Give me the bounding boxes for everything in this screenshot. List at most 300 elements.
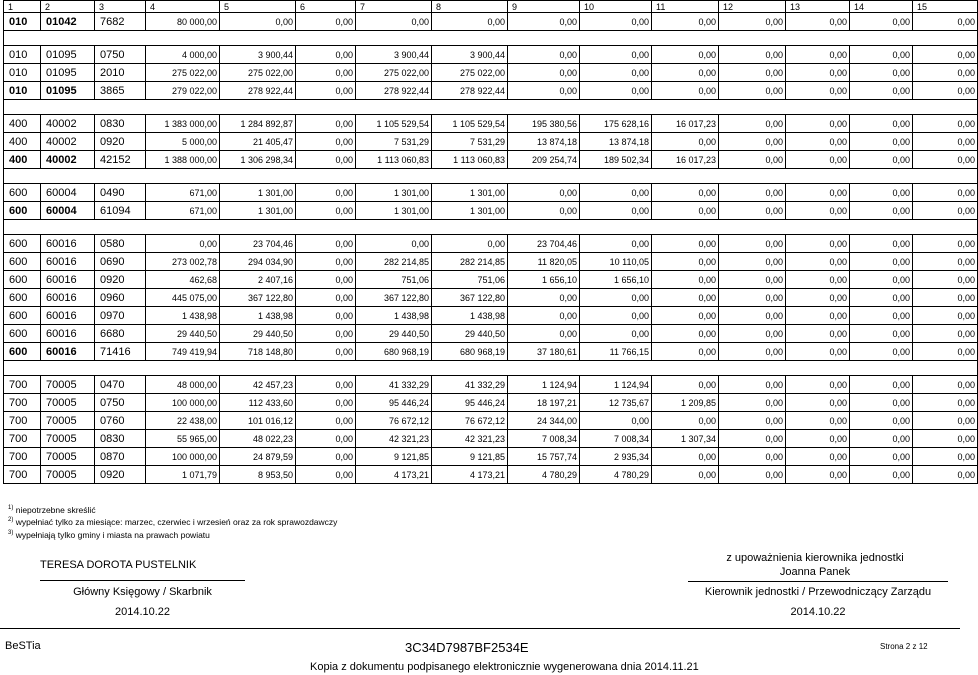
amount-cell: 0,00 xyxy=(652,133,719,151)
amount-cell: 23 704,46 xyxy=(220,235,296,253)
table-row xyxy=(4,394,978,412)
amount-cell: 0,00 xyxy=(719,289,786,307)
amount-cell: 1 124,94 xyxy=(508,376,580,394)
table-row xyxy=(4,184,978,202)
amount-cell: 0,00 xyxy=(850,115,913,133)
amount-cell: 0,00 xyxy=(146,235,220,253)
amount-cell: 42 321,23 xyxy=(432,430,508,448)
amount-cell: 0,00 xyxy=(432,13,508,31)
amount-cell: 0,00 xyxy=(652,271,719,289)
amount-cell: 1 209,85 xyxy=(652,394,719,412)
footnote: $^{2)}$ wypełniać tylko za miesiące: marzec, czerwiec i wrzesień oraz za rok sprawozdawczy xyxy=(8,517,338,528)
amount-cell: 0,00 xyxy=(296,430,356,448)
column-number: 11 xyxy=(652,1,719,13)
amount-cell: 0,00 xyxy=(296,184,356,202)
amount-cell: 1 656,10 xyxy=(580,271,652,289)
amount-cell: 0,00 xyxy=(913,64,978,82)
section-cell: 700 xyxy=(4,430,41,448)
amount-cell: 16 017,23 xyxy=(652,151,719,169)
amount-cell: 0,00 xyxy=(296,343,356,361)
header-row xyxy=(4,1,978,13)
accountant-signature-line xyxy=(40,580,245,581)
director-signature-line xyxy=(688,581,948,582)
amount-cell: 4 780,29 xyxy=(580,466,652,484)
amount-cell: 749 419,94 xyxy=(146,343,220,361)
chapter-cell: 01095 xyxy=(41,82,95,100)
amount-cell: 0,00 xyxy=(850,253,913,271)
amount-cell: 15 757,74 xyxy=(508,448,580,466)
amount-cell: 0,00 xyxy=(652,184,719,202)
chapter-cell: 60016 xyxy=(41,325,95,343)
amount-cell: 0,00 xyxy=(719,64,786,82)
subtotal-row xyxy=(4,82,978,100)
amount-cell: 0,00 xyxy=(719,271,786,289)
amount-cell: 112 433,60 xyxy=(220,394,296,412)
separator-cell xyxy=(4,220,978,235)
amount-cell: 0,00 xyxy=(652,235,719,253)
amount-cell: 0,00 xyxy=(786,394,850,412)
section-cell: 010 xyxy=(4,82,41,100)
amount-cell: 7 008,34 xyxy=(580,430,652,448)
chapter-cell: 60016 xyxy=(41,235,95,253)
amount-cell: 7 531,29 xyxy=(356,133,432,151)
chapter-cell: 60004 xyxy=(41,184,95,202)
amount-cell: 0,00 xyxy=(580,412,652,430)
amount-cell: 1 301,00 xyxy=(432,184,508,202)
amount-cell: 0,00 xyxy=(719,46,786,64)
amount-cell: 0,00 xyxy=(850,307,913,325)
amount-cell: 0,00 xyxy=(850,184,913,202)
separator-cell xyxy=(4,361,978,376)
section-cell: 600 xyxy=(4,202,41,220)
subtotal-row xyxy=(4,343,978,361)
amount-cell: 680 968,19 xyxy=(432,343,508,361)
amount-cell: 0,00 xyxy=(913,46,978,64)
paragraph-cell: 0750 xyxy=(95,46,146,64)
column-number: 13 xyxy=(786,1,850,13)
section-cell: 600 xyxy=(4,271,41,289)
amount-cell: 0,00 xyxy=(850,430,913,448)
amount-cell: 0,00 xyxy=(850,46,913,64)
amount-cell: 0,00 xyxy=(296,325,356,343)
amount-cell: 0,00 xyxy=(652,13,719,31)
amount-cell: 0,00 xyxy=(786,115,850,133)
amount-cell: 24 344,00 xyxy=(508,412,580,430)
amount-cell: 0,00 xyxy=(850,412,913,430)
separator-cell xyxy=(4,100,978,115)
amount-cell: 1 301,00 xyxy=(432,202,508,220)
amount-cell: 4 780,29 xyxy=(508,466,580,484)
footer-divider xyxy=(0,628,960,629)
amount-cell: 0,00 xyxy=(652,343,719,361)
amount-cell: 0,00 xyxy=(850,82,913,100)
amount-cell: 718 148,80 xyxy=(220,343,296,361)
amount-cell: 9 121,85 xyxy=(356,448,432,466)
director-date: 2014.10.22 xyxy=(790,606,846,618)
app-name: BeSTia xyxy=(5,640,41,652)
amount-cell: 0,00 xyxy=(296,133,356,151)
amount-cell: 11 820,05 xyxy=(508,253,580,271)
amount-cell: 1 113 060,83 xyxy=(432,151,508,169)
amount-cell: 2 407,16 xyxy=(220,271,296,289)
amount-cell: 5 000,00 xyxy=(146,133,220,151)
amount-cell: 8 953,50 xyxy=(220,466,296,484)
amount-cell: 0,00 xyxy=(296,376,356,394)
amount-cell: 275 022,00 xyxy=(356,64,432,82)
amount-cell: 0,00 xyxy=(296,64,356,82)
section-cell: 600 xyxy=(4,184,41,202)
amount-cell: 0,00 xyxy=(652,466,719,484)
group-separator xyxy=(4,220,978,235)
amount-cell: 0,00 xyxy=(508,307,580,325)
amount-cell: 0,00 xyxy=(580,46,652,64)
paragraph-cell: 0750 xyxy=(95,394,146,412)
accountant-role: Główny Księgowy / Skarbnik xyxy=(73,586,212,598)
amount-cell: 0,00 xyxy=(913,394,978,412)
amount-cell: 1 113 060,83 xyxy=(356,151,432,169)
amount-cell: 100 000,00 xyxy=(146,448,220,466)
section-cell: 600 xyxy=(4,235,41,253)
amount-cell: 1 301,00 xyxy=(356,184,432,202)
amount-cell: 0,00 xyxy=(296,253,356,271)
column-number: 5 xyxy=(220,1,296,13)
paragraph-cell: 0470 xyxy=(95,376,146,394)
amount-cell: 0,00 xyxy=(220,13,296,31)
amount-cell: 0,00 xyxy=(296,271,356,289)
column-number: 12 xyxy=(719,1,786,13)
amount-cell: 282 214,85 xyxy=(432,253,508,271)
amount-cell: 41 332,29 xyxy=(356,376,432,394)
paragraph-cell: 0690 xyxy=(95,253,146,271)
paragraph-cell: 0960 xyxy=(95,289,146,307)
amount-cell: 0,00 xyxy=(719,13,786,31)
amount-cell: 0,00 xyxy=(508,46,580,64)
section-cell: 600 xyxy=(4,289,41,307)
amount-cell: 0,00 xyxy=(786,133,850,151)
group-separator xyxy=(4,100,978,115)
amount-cell: 0,00 xyxy=(850,13,913,31)
amount-cell: 1 105 529,54 xyxy=(432,115,508,133)
paragraph-cell: 0490 xyxy=(95,184,146,202)
amount-cell: 0,00 xyxy=(296,151,356,169)
amount-cell: 0,00 xyxy=(296,202,356,220)
amount-cell: 367 122,80 xyxy=(432,289,508,307)
amount-cell: 0,00 xyxy=(580,184,652,202)
amount-cell: 1 438,98 xyxy=(220,307,296,325)
section-cell: 700 xyxy=(4,466,41,484)
group-separator xyxy=(4,169,978,184)
amount-cell: 0,00 xyxy=(719,448,786,466)
amount-cell: 0,00 xyxy=(652,202,719,220)
amount-cell: 42 457,23 xyxy=(220,376,296,394)
paragraph-cell: 0830 xyxy=(95,115,146,133)
amount-cell: 16 017,23 xyxy=(652,115,719,133)
amount-cell: 0,00 xyxy=(296,82,356,100)
amount-cell: 209 254,74 xyxy=(508,151,580,169)
amount-cell: 0,00 xyxy=(719,466,786,484)
amount-cell: 0,00 xyxy=(913,448,978,466)
paragraph-cell: 0920 xyxy=(95,271,146,289)
amount-cell: 29 440,50 xyxy=(220,325,296,343)
amount-cell: 0,00 xyxy=(913,466,978,484)
amount-cell: 0,00 xyxy=(508,184,580,202)
amount-cell: 367 122,80 xyxy=(356,289,432,307)
amount-cell: 0,00 xyxy=(652,307,719,325)
chapter-cell: 01095 xyxy=(41,64,95,82)
amount-cell: 0,00 xyxy=(913,13,978,31)
footnotes xyxy=(8,503,337,540)
section-cell: 600 xyxy=(4,325,41,343)
footnote: $^{3)}$ wypełniają tylko gminy i miasta na prawach powiatu xyxy=(8,529,210,540)
separator-cell xyxy=(4,169,978,184)
chapter-cell: 70005 xyxy=(41,394,95,412)
subtotal-row xyxy=(4,151,978,169)
section-cell: 010 xyxy=(4,13,41,31)
amount-cell: 282 214,85 xyxy=(356,253,432,271)
amount-cell: 1 301,00 xyxy=(220,202,296,220)
amount-cell: 0,00 xyxy=(786,253,850,271)
amount-cell: 0,00 xyxy=(508,289,580,307)
amount-cell: 275 022,00 xyxy=(220,64,296,82)
paragraph-cell: 7682 xyxy=(95,13,146,31)
subtotal-row xyxy=(4,202,978,220)
amount-cell: 0,00 xyxy=(719,430,786,448)
amount-cell: 0,00 xyxy=(786,307,850,325)
amount-cell: 0,00 xyxy=(786,376,850,394)
amount-cell: 1 124,94 xyxy=(580,376,652,394)
amount-cell: 0,00 xyxy=(913,253,978,271)
table-row xyxy=(4,235,978,253)
table-row xyxy=(4,448,978,466)
amount-cell: 0,00 xyxy=(913,235,978,253)
amount-cell: 0,00 xyxy=(850,466,913,484)
amount-cell: 278 922,44 xyxy=(356,82,432,100)
amount-cell: 0,00 xyxy=(580,235,652,253)
amount-cell: 0,00 xyxy=(786,325,850,343)
amount-cell: 0,00 xyxy=(652,289,719,307)
amount-cell: 4 000,00 xyxy=(146,46,220,64)
section-cell: 600 xyxy=(4,307,41,325)
amount-cell: 0,00 xyxy=(508,325,580,343)
amount-cell: 1 388 000,00 xyxy=(146,151,220,169)
amount-cell: 1 307,34 xyxy=(652,430,719,448)
amount-cell: 0,00 xyxy=(719,82,786,100)
paragraph-cell: 6680 xyxy=(95,325,146,343)
table-row xyxy=(4,430,978,448)
amount-cell: 9 121,85 xyxy=(432,448,508,466)
amount-cell: 48 022,23 xyxy=(220,430,296,448)
paragraph-cell: 2010 xyxy=(95,64,146,82)
amount-cell: 0,00 xyxy=(356,13,432,31)
amount-cell: 29 440,50 xyxy=(356,325,432,343)
column-number: 7 xyxy=(356,1,432,13)
column-number: 10 xyxy=(580,1,652,13)
amount-cell: 0,00 xyxy=(296,13,356,31)
section-cell: 400 xyxy=(4,115,41,133)
amount-cell: 175 628,16 xyxy=(580,115,652,133)
amount-cell: 0,00 xyxy=(296,394,356,412)
amount-cell: 0,00 xyxy=(719,253,786,271)
table-row xyxy=(4,46,978,64)
amount-cell: 0,00 xyxy=(786,235,850,253)
footnote: $^{1)}$ niepotrzebne skreślić xyxy=(8,504,96,515)
amount-cell: 751,06 xyxy=(356,271,432,289)
amount-cell: 751,06 xyxy=(432,271,508,289)
amount-cell: 0,00 xyxy=(719,325,786,343)
amount-cell: 7 531,29 xyxy=(432,133,508,151)
chapter-cell: 60016 xyxy=(41,271,95,289)
budget-table xyxy=(3,0,978,484)
amount-cell: 0,00 xyxy=(786,466,850,484)
table-row xyxy=(4,64,978,82)
amount-cell: 1 306 298,34 xyxy=(220,151,296,169)
subtotal-row xyxy=(4,13,978,31)
page-number: Strona 2 z 12 xyxy=(880,642,928,651)
table-row xyxy=(4,133,978,151)
column-number: 6 xyxy=(296,1,356,13)
amount-cell: 0,00 xyxy=(786,46,850,64)
group-separator xyxy=(4,31,978,46)
chapter-cell: 60004 xyxy=(41,202,95,220)
amount-cell: 0,00 xyxy=(508,82,580,100)
column-number: 3 xyxy=(95,1,146,13)
table-row xyxy=(4,115,978,133)
amount-cell: 0,00 xyxy=(913,202,978,220)
paragraph-cell: 71416 xyxy=(95,343,146,361)
chapter-cell: 40002 xyxy=(41,151,95,169)
column-number: 4 xyxy=(146,1,220,13)
amount-cell: 0,00 xyxy=(296,235,356,253)
table-row xyxy=(4,271,978,289)
paragraph-cell: 0970 xyxy=(95,307,146,325)
amount-cell: 1 071,79 xyxy=(146,466,220,484)
amount-cell: 0,00 xyxy=(508,64,580,82)
amount-cell: 0,00 xyxy=(850,235,913,253)
amount-cell: 3 900,44 xyxy=(432,46,508,64)
chapter-cell: 01042 xyxy=(41,13,95,31)
amount-cell: 278 922,44 xyxy=(220,82,296,100)
amount-cell: 0,00 xyxy=(719,376,786,394)
amount-cell: 0,00 xyxy=(786,343,850,361)
amount-cell: 0,00 xyxy=(296,46,356,64)
amount-cell: 0,00 xyxy=(580,64,652,82)
amount-cell: 680 968,19 xyxy=(356,343,432,361)
amount-cell: 275 022,00 xyxy=(146,64,220,82)
amount-cell: 0,00 xyxy=(850,64,913,82)
amount-cell: 189 502,34 xyxy=(580,151,652,169)
amount-cell: 0,00 xyxy=(508,13,580,31)
amount-cell: 0,00 xyxy=(913,412,978,430)
amount-cell: 0,00 xyxy=(913,289,978,307)
amount-cell: 0,00 xyxy=(913,430,978,448)
amount-cell: 671,00 xyxy=(146,202,220,220)
amount-cell: 29 440,50 xyxy=(146,325,220,343)
amount-cell: 29 440,50 xyxy=(432,325,508,343)
column-number: 2 xyxy=(41,1,95,13)
paragraph-cell: 0870 xyxy=(95,448,146,466)
amount-cell: 1 438,98 xyxy=(146,307,220,325)
section-cell: 700 xyxy=(4,376,41,394)
amount-cell: 24 879,59 xyxy=(220,448,296,466)
amount-cell: 0,00 xyxy=(913,271,978,289)
amount-cell: 4 173,21 xyxy=(356,466,432,484)
column-number: 8 xyxy=(432,1,508,13)
amount-cell: 0,00 xyxy=(719,235,786,253)
amount-cell: 0,00 xyxy=(850,394,913,412)
amount-cell: 1 438,98 xyxy=(432,307,508,325)
table-row xyxy=(4,412,978,430)
amount-cell: 0,00 xyxy=(913,325,978,343)
amount-cell: 12 735,67 xyxy=(580,394,652,412)
column-number: 15 xyxy=(913,1,978,13)
amount-cell: 0,00 xyxy=(719,133,786,151)
paragraph-cell: 0580 xyxy=(95,235,146,253)
amount-cell: 0,00 xyxy=(850,325,913,343)
amount-cell: 22 438,00 xyxy=(146,412,220,430)
amount-cell: 1 383 000,00 xyxy=(146,115,220,133)
amount-cell: 101 016,12 xyxy=(220,412,296,430)
chapter-cell: 70005 xyxy=(41,448,95,466)
paragraph-cell: 0920 xyxy=(95,133,146,151)
section-cell: 700 xyxy=(4,448,41,466)
chapter-cell: 60016 xyxy=(41,307,95,325)
table-row xyxy=(4,289,978,307)
amount-cell: 367 122,80 xyxy=(220,289,296,307)
section-cell: 600 xyxy=(4,253,41,271)
amount-cell: 0,00 xyxy=(652,325,719,343)
amount-cell: 0,00 xyxy=(850,448,913,466)
amount-cell: 294 034,90 xyxy=(220,253,296,271)
amount-cell: 0,00 xyxy=(652,64,719,82)
amount-cell: 18 197,21 xyxy=(508,394,580,412)
amount-cell: 0,00 xyxy=(719,412,786,430)
amount-cell: 0,00 xyxy=(508,202,580,220)
copy-note: Kopia z dokumentu podpisanego elektronicznie wygenerowana dnia 2014.11.21 xyxy=(310,661,699,673)
amount-cell: 3 900,44 xyxy=(220,46,296,64)
amount-cell: 0,00 xyxy=(850,133,913,151)
amount-cell: 0,00 xyxy=(850,151,913,169)
amount-cell: 445 075,00 xyxy=(146,289,220,307)
amount-cell: 37 180,61 xyxy=(508,343,580,361)
amount-cell: 3 900,44 xyxy=(356,46,432,64)
paragraph-cell: 42152 xyxy=(95,151,146,169)
amount-cell: 0,00 xyxy=(652,82,719,100)
chapter-cell: 70005 xyxy=(41,466,95,484)
group-separator xyxy=(4,361,978,376)
chapter-cell: 01095 xyxy=(41,46,95,64)
amount-cell: 0,00 xyxy=(786,289,850,307)
amount-cell: 0,00 xyxy=(296,412,356,430)
paragraph-cell: 0830 xyxy=(95,430,146,448)
table-row xyxy=(4,253,978,271)
chapter-cell: 70005 xyxy=(41,376,95,394)
document-code: 3C34D7987BF2534E xyxy=(405,640,529,655)
chapter-cell: 60016 xyxy=(41,253,95,271)
amount-cell: 0,00 xyxy=(580,325,652,343)
amount-cell: 0,00 xyxy=(786,151,850,169)
table-row xyxy=(4,307,978,325)
section-cell: 400 xyxy=(4,133,41,151)
amount-cell: 0,00 xyxy=(913,151,978,169)
amount-cell: 0,00 xyxy=(652,253,719,271)
amount-cell: 10 110,05 xyxy=(580,253,652,271)
amount-cell: 0,00 xyxy=(786,412,850,430)
amount-cell: 42 321,23 xyxy=(356,430,432,448)
amount-cell: 7 008,34 xyxy=(508,430,580,448)
column-number: 1 xyxy=(4,1,41,13)
amount-cell: 0,00 xyxy=(913,376,978,394)
amount-cell: 1 284 892,87 xyxy=(220,115,296,133)
